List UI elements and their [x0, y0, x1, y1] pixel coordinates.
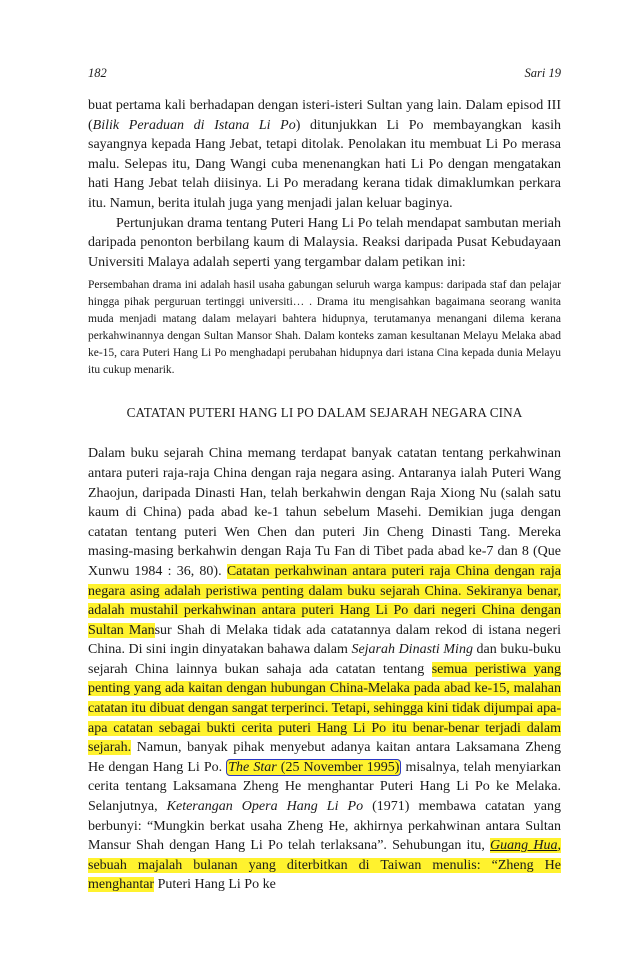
journal-title: Sari 19	[524, 66, 561, 80]
paragraph-reception: Pertunjukan drama tentang Puteri Hang Li Po telah mendapat sambutan meriah daripada penonton berbilang kaum di Malaysia. Reaksi daripada Pusat Kebudayaan Universiti Malaya adalah seperti yang tergambar dalam petikan ini:	[88, 215, 561, 270]
circled-citation: The Star (25 November 1995)	[228, 759, 400, 775]
highlighted-passage: Guang Hua, sebuah majalah bulanan yang diterbitkan di Taiwan menulis: “Zheng He menghantar	[88, 838, 561, 893]
book-title-opera: Keterangan Opera Hang Li Po	[166, 799, 364, 815]
highlighted-passage: Catatan perkahwinan antara puteri raja China dengan raja negara asing adalah peristiwa penting dalam buku sejarah China. Sekiranya benar, adalah mustahil perkahwinan antara puteri Hang Li Po dari negeri China dengan Sultan Man	[88, 563, 561, 638]
page-number: 182	[88, 66, 107, 80]
episode-title: Bilik Peraduan di Istana Li Po	[92, 117, 296, 133]
block-quote: Persembahan drama ini adalah hasil usaha gabungan seluruh warga kampus: daripada staf dan pelajar hingga pihak perguruan tertinggi universiti… . Drama itu mengisahkan bagaimana seorang wanita muda menjadi matang dalam melayari bahtera hidupnya, terutamanya menangani dilema kerana perkahwinannya dengan Sultan Mansor Shah. Dalam konteks zaman kesultanan Melayu Melaka abad ke-15, cara Puteri Hang Li Po menghadapi perubahan hidupnya dari istana Cina kepada dunia Melayu itu cukup menarik.	[88, 279, 561, 377]
paragraph-records: Dalam buku sejarah China memang terdapat banyak catatan tentang perkahwinan antara puteri raja-raja China dengan raja negara asing. Antaranya ialah Puteri Wang Zhaojun, daripada Dinasti Han, telah berkahwin dengan Raja Xiong Nu (salah satu kaum di China) pada abad ke-1 tahun sebelum Masehi. Demikian juga dengan catatan tentang puteri Wen Chen dan puteri Jin Cheng Dinasti Tang. Mereka masing-masing berkahwin dengan Raja Tu Fan di Tibet pada abad ke-7 dan 8 (Que Xunwu 1984 : 36, 80). Catatan perkahwinan antara puteri raja China dengan raja negara asing adalah peristiwa penting dalam buku sejarah China. Sekiranya benar, adalah mustahil perkahwinan antara puteri Hang Li Po dari negeri China dengan Sultan Mansur Shah di Melaka tidak ada catatannya dalam rekod di istana negeri China. Di sini ingin dinyatakan bahawa dalam Sejarah Dinasti Ming dan buku-buku sejarah China lainnya bukan sahaja ada catatan tentang semua peristiwa yang penting yang ada kaitan dengan hubungan China-Melaka pada abad ke-15, malahan catatan itu dibuat dengan sangat terperinci. Tetapi, sehingga kini tidak dijumpai apa-apa catatan sebagai bukti cerita puteri Hang Li Po itu benar-benar terjadi dalam sejarah. Namun, banyak pihak menyebut adanya kaitan antara Laksamana Zheng He dengan Hang Li Po. The Star (25 November 1995) misalnya, telah menyiarkan cerita tentang Laksamana Zheng He menghantar Puteri Hang Li Po ke Melaka. Selanjutnya, Keterangan Opera Hang Li Po (1971) membawa catatan yang berbunyi: “Mungkin berkat usaha Zheng He, akhirnya perkahwinan antara Sultan Mansur Shah dengan Hang Li Po telah terlaksana”. Sehubungan itu, Guang Hua, sebuah majalah bulanan yang diterbitkan di Taiwan menulis: “Zheng He menghantar Puteri Hang Li Po ke	[88, 446, 561, 893]
book-title-ming: Sejarah Dinasti Ming	[351, 642, 473, 658]
highlighted-passage: semua peristiwa yang penting yang ada kaitan dengan hubungan China-Melaka pada abad ke-15, malahan catatan itu dibuat dengan sangat terperinci. Tetapi, sehingga kini tidak dijumpai apa-apa catatan sebagai bukti cerita puteri Hang Li Po itu benar-benar terjadi dalam sejarah.	[88, 661, 561, 756]
running-header	[88, 66, 561, 96]
paragraph-episode: buat pertama kali berhadapan dengan isteri-isteri Sultan yang lain. Dalam episod III (Bilik Peraduan di Istana Li Po) ditunjukkan Li Po membayangkan kasih sayangnya kepada Hang Jebat, tetapi ditolak. Penolakan itu membuat Li Po merasa malu. Selepas itu, Dang Wangi cuba menenangkan hati Li Po dengan mengatakan hati Hang Jebat telah diisinya. Li Po meradang kerana tidak dimaklumkan perkara itu. Namun, berita itulah juga yang menjadi jalan keluar baginya.	[88, 98, 561, 211]
book-page	[88, 66, 561, 895]
section-heading: CATATAN PUTERI HANG LI PO DALAM SEJARAH NEGARA CINA	[126, 405, 523, 421]
